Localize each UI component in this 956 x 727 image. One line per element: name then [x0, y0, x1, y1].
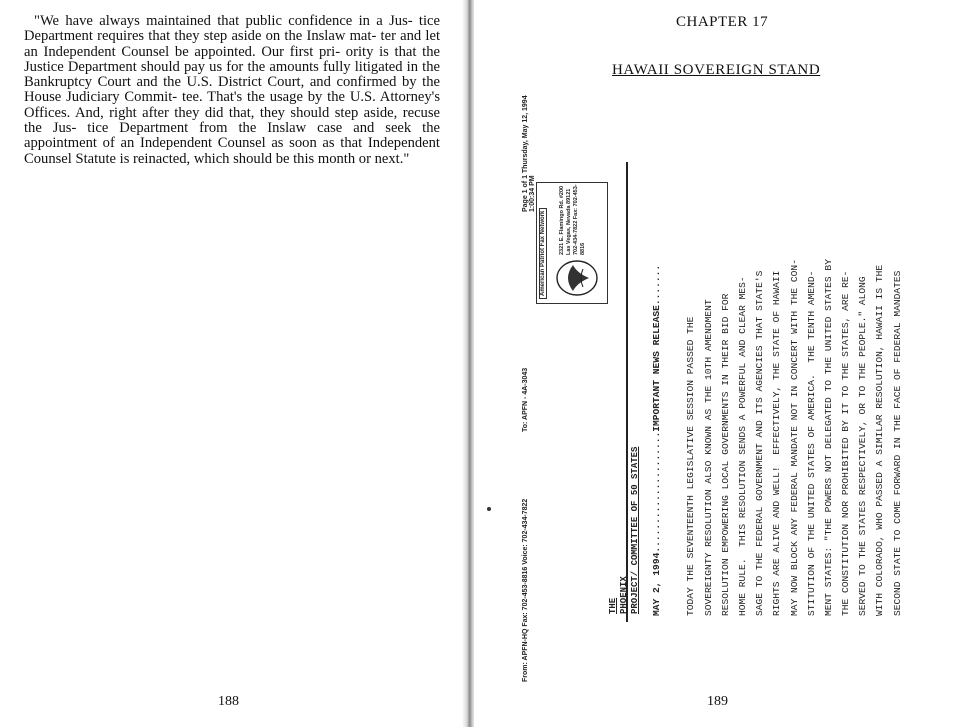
- fax-line: HOME RULE. THIS RESOLUTION SENDS A POWERFUL AND CLEAR MES-: [736, 276, 748, 616]
- fax-line: THE CONSTITUTION NOR PROHIBITED BY IT TO THE STATES, ARE RE-: [840, 270, 852, 616]
- org-line: PHOENIX: [619, 576, 629, 614]
- fax-header-from: From: APFN-HQ Fax: 702-453-8816 Voice: 702-434-7822: [522, 498, 529, 682]
- fax-line: RIGHTS ARE ALIVE AND WELL! EFFECTIVELY, THE STATE OF HAWAII: [771, 270, 783, 616]
- fax-line: MENT STATES: "THE POWERS NOT DELEGATED TO THE UNITED STATES BY: [822, 259, 834, 616]
- left-page: [0, 0, 468, 727]
- fax-line: SECOND STATE TO COME FORWARD IN THE FACE OF FEDERAL MANDATES: [891, 270, 903, 616]
- org-line: THE: [608, 597, 618, 614]
- logo-address: 2321 E. Flamingo Rd. #200 Las Vegas, Nevada 89121 702-434-7822 Fax: 702-453-8816: [559, 184, 586, 255]
- page-number-left: 188: [218, 694, 239, 709]
- fax-divider: [626, 162, 628, 622]
- fax-line: SERVED TO THE STATES RESPECTIVELY, OR TO THE PEOPLE." ALONG: [857, 276, 869, 616]
- speck: [487, 507, 491, 511]
- fax-document: [498, 92, 903, 692]
- fax-line: RESOLUTION EMPOWERING LOCAL GOVERNMENTS IN THEIR BID FOR: [719, 293, 731, 616]
- logo-name: American Patriot Fax Network: [539, 208, 547, 299]
- fax-line: SOVEREIGNTY RESOLUTION ALSO KNOWN AS THE 10TH AMENDMENT: [702, 299, 714, 616]
- fax-body: [648, 96, 906, 616]
- fax-network-logo: [536, 182, 608, 304]
- fax-header: [522, 92, 536, 682]
- fax-rotated: [498, 92, 903, 692]
- fax-line: [665, 96, 682, 616]
- chapter-heading: CHAPTER 17: [676, 14, 769, 30]
- quote-paragraph: "We have always maintained that public confidence in a Jus- tice Department requires that they step aside on the Inslaw mat- ter and let an Independent Counsel be appointed. Our first pri- ority is that the Justice Department should pay us for the amounts fully litigated in the Bankruptcy Court and the U.S. District Court, and confirmed by the House Judiciary Commit- tee. That's the usage by the U.S. Attorney's Offices. And, right after they did that, they should step aside, recuse the Jus- tice Department from the Inslaw case and seek the appointment of an Independent Counsel as soon as that Independent Counsel Statute is reinacted, which should be this month or next.": [24, 13, 440, 167]
- fax-line: SAGE TO THE FEDERAL GOVERNMENT AND ITS AGENCIES THAT STATE'S: [754, 270, 766, 616]
- fax-line: WITH COLORADO, WHO PASSED A SIMILAR RESOLUTION, HAWAII IS THE: [874, 264, 886, 616]
- chapter-title: HAWAII SOVEREIGN STAND: [612, 62, 821, 78]
- fax-line: TODAY THE SEVENTEENTH LEGISLATIVE SESSION PASSED THE: [685, 316, 697, 616]
- fax-header-to: To: APFN - 4A-3043: [522, 367, 529, 432]
- fax-org-block: [608, 447, 641, 614]
- fax-line: MAY NOW BLOCK ANY FEDERAL MANDATE NOT IN CONCERT WITH THE CON-: [788, 259, 800, 616]
- page-number-right: 189: [707, 694, 728, 709]
- fax-line: MAY 2, 1994.....................IMPORTANT NEWS RELEASE.......: [651, 264, 662, 616]
- org-line: PROJECT/ COMMITTEE OF 50 STATES: [630, 446, 640, 614]
- fax-line: STITUTION OF THE UNITED STATES OF AMERICA. THE TENTH AMEND-: [805, 270, 817, 616]
- fax-header-page: Page 1 of 1 Thursday, May 12, 1994 1:00:34 PM: [522, 95, 536, 212]
- eagle-emblem-icon: [555, 259, 599, 297]
